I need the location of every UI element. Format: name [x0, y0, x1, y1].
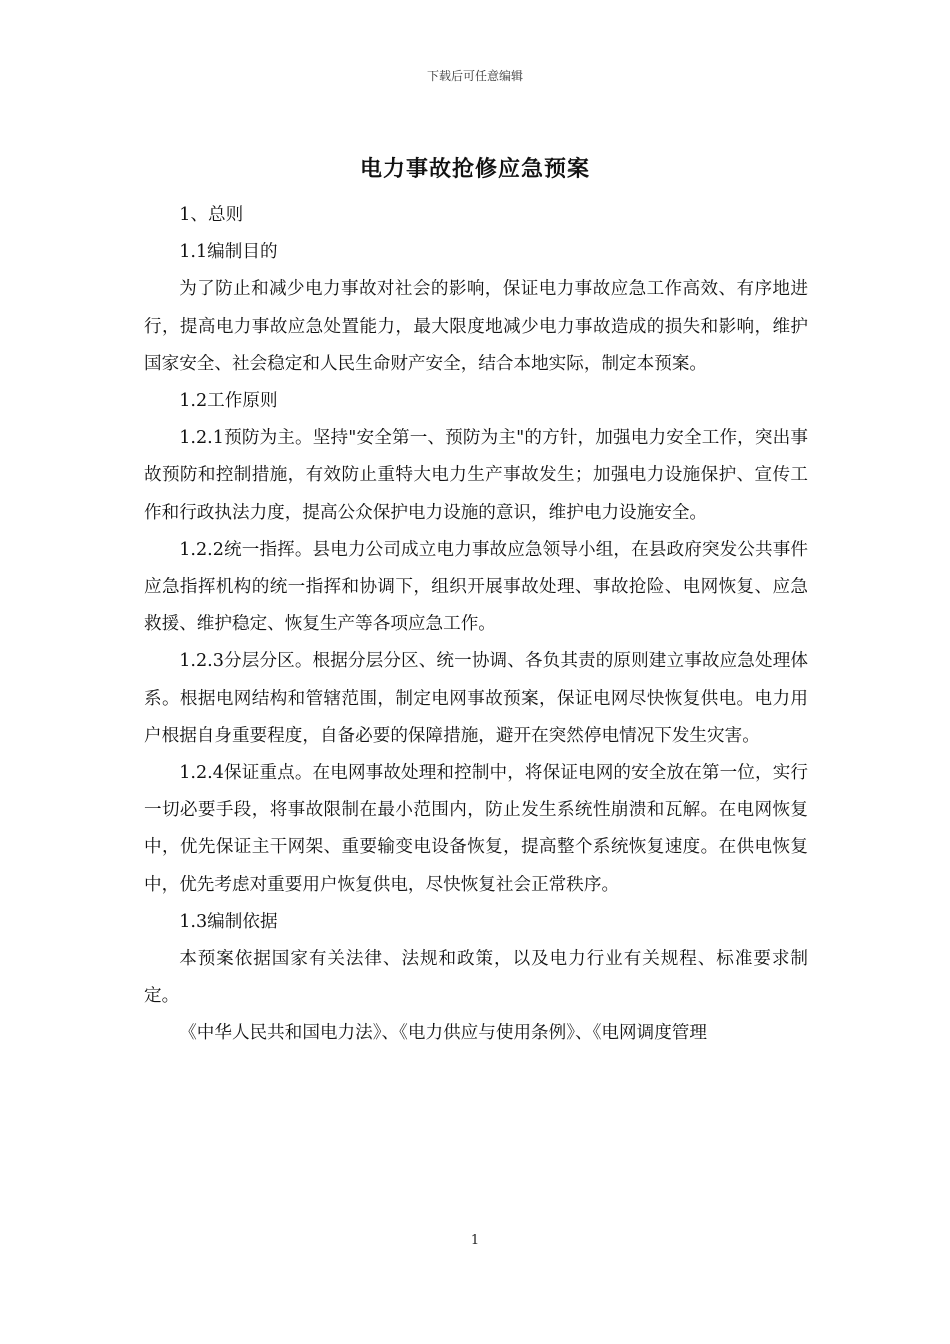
paragraph-references: 《中华人民共和国电力法》、《电力供应与使用条例》、《电网调度管理: [179, 1023, 707, 1044]
header-note: 下载后可任意编辑: [426, 69, 523, 83]
paragraph-key-priorities: 1.2.4保证重点。在电网事故处理和控制中，将保证电网的安全放在第一位，实行一切必要手段，将事故限制在最小范围内，防止发生系统性崩溃和瓦解。在电网恢复中，优先保证主干网架、重要输变电设备恢复，提高整个系统恢复速度。在供电恢复中，优先考虑对重要用户恢复供电，尽快恢复社会正常秩序。: [144, 763, 808, 895]
document-body: [144, 197, 808, 1053]
section-heading-principles: 1.2工作原则: [179, 391, 278, 412]
paragraph-unified-command: 1.2.2统一指挥。县电力公司成立电力事故应急领导小组，在县政府突发公共事件应急指挥机构的统一指挥和协调下，组织开展事故处理、事故抢险、电网恢复、应急救援、维护稳定、恢复生产等各项应急工作。: [144, 539, 808, 635]
paragraph-prevention: 1.2.1预防为主。坚持"安全第一、预防为主"的方针，加强电力安全工作，突出事故预防和控制措施，有效防止重特大电力生产事故发生；加强电力设施保护、宣传工作和行政执法力度，提高公众保护电力设施的意识，维护电力设施安全。: [144, 428, 808, 523]
document-title: 电力事故抢修应急预案: [359, 156, 590, 182]
page-number: 1: [470, 1233, 480, 1248]
section-heading-purpose: 1.1编制目的: [179, 242, 278, 263]
paragraph-basis: 本预案依据国家有关法律、法规和政策，以及电力行业有关规程、标准要求制定。: [144, 949, 808, 1007]
paragraph-layered-zoning: 1.2.3分层分区。根据分层分区、统一协调、各负其责的原则建立事故应急处理体系。根据电网结构和管辖范围，制定电网事故预案，保证电网尽快恢复供电。电力用户根据自身重要程度，自备必要的保障措施，避开在突然停电情况下发生灾害。: [144, 651, 808, 746]
paragraph-purpose: 为了防止和减少电力事故对社会的影响，保证电力事故应急工作高效、有序地进行，提高电力事故应急处置能力，最大限度地减少电力事故造成的损失和影响，维护国家安全、社会稳定和人民生命财产安全，结合本地实际，制定本预案。: [144, 279, 808, 374]
section-heading-basis: 1.3编制依据: [179, 911, 278, 932]
section-heading-general: 1、总则: [179, 205, 244, 225]
